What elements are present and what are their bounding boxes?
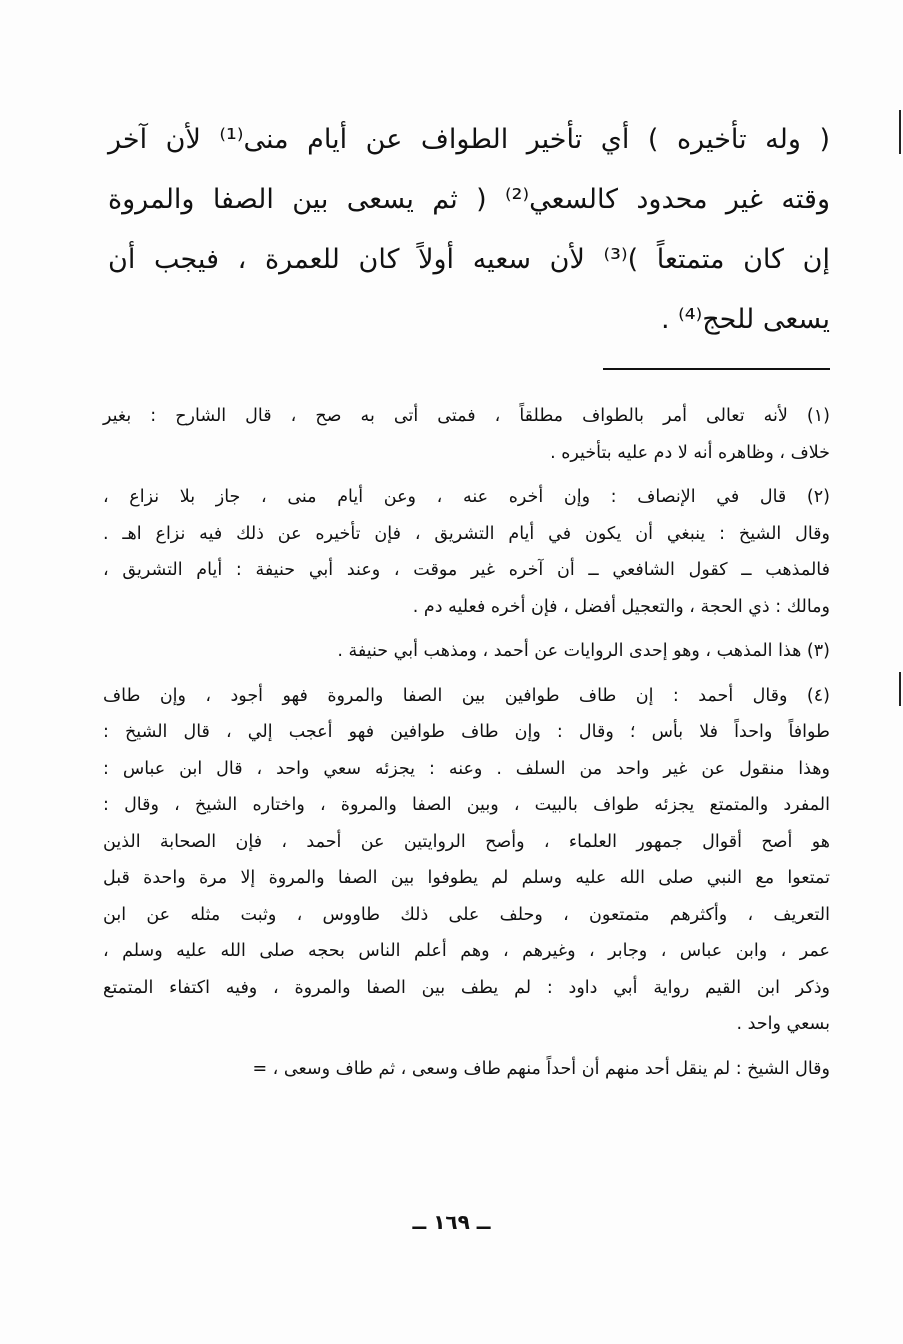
footnote-line: (٢) قال في الإنصاف : وإن أخره عنه ، وعن أيام منى ، جاز بلا نزاع ، [103, 487, 830, 507]
footnote-line: بسعي واحد . [736, 1014, 830, 1034]
scan-edge-mark [899, 110, 901, 154]
footnote-line: طوافاً واحداً فلا بأس ؛ وقال : وإن طاف طوافين فهو أعجب إلي ، قال الشيخ : [103, 722, 830, 742]
footnote-line: هو أصح أقوال جمهور العلماء ، وأصح الروايتين عن أحمد ، فإن الصحابة الذين [103, 831, 830, 852]
footnote-separator [603, 368, 830, 370]
footnote-line: وقال الشيخ : لم ينقل أحد منهم أن أحداً منهم طاف وسعى ، ثم طاف وسعى ، = [252, 1058, 830, 1079]
scan-edge-mark [899, 672, 901, 706]
footnote-line: التعريف ، وأكثرهم متمتعون ، وحلف على ذلك طاووس ، وثبت مثله عن ابن [103, 904, 830, 925]
footnote-line: (١) لأنه تعالى أمر بالطواف مطلقاً ، فمتى أتى به صح ، قال الشارح : بغير [103, 406, 830, 426]
footnote-line: تمتعوا مع النبي صلى الله عليه وسلم لم يطوفوا بين الصفا والمروة إلا مرة واحدة قبل [103, 868, 830, 888]
main-text-line: إن كان متمتعاً )⁽³⁾ لأن سعيه أولاً كان للعمرة ، فيجب أن [108, 244, 830, 275]
footnote-4 [103, 678, 830, 1043]
footnote-2 [103, 479, 830, 625]
footnote-continuation [103, 1051, 830, 1088]
footnote-line: فالمذهب ــ كقول الشافعي ــ أن آخره غير موقت ، وعند أبي حنيفة : أيام التشريق ، [103, 560, 830, 580]
main-text-line: وقته غير محدود كالسعي⁽²⁾ ( ثم يسعى بين الصفا والمروة [108, 184, 830, 215]
footnote-line: ومالك : ذي الحجة ، والتعجيل أفضل ، فإن أخره فعليه دم . [412, 596, 830, 617]
footnotes-section [103, 398, 830, 1095]
footnote-line: عمر ، وابن عباس ، وجابر ، وغيرهم ، وهم أعلم الناس بحجه صلى الله عليه وسلم ، [103, 941, 830, 961]
footnote-3 [103, 633, 830, 670]
footnote-1 [103, 398, 830, 471]
page-number: ــ ١٦٩ ــ [412, 1210, 491, 1234]
footnote-line: وهذا منقول عن غير واحد من السلف . وعنه : يجزئه سعي واحد ، قال ابن عباس : [103, 758, 830, 779]
footnote-line: وقال الشيخ : ينبغي أن يكون في أيام التشريق ، فإن تأخيره عن ذلك فيه نزاع اهـ . [103, 523, 830, 544]
main-text-block [108, 110, 830, 350]
footnote-line: خلاف ، وظاهره أنه لا دم عليه بتأخيره . [550, 442, 830, 463]
main-text-line: يسعى للحج⁽⁴⁾ . [661, 304, 830, 335]
footnote-line: وذكر ابن القيم رواية أبي داود : لم يطف بين الصفا والمروة ، وفيه اكتفاء المتمتع [103, 977, 830, 998]
footnote-line: المفرد والمتمتع يجزئه طواف بالبيت ، وبين الصفا والمروة ، واختاره الشيخ ، وقال : [103, 795, 830, 815]
footnote-line: (٤) وقال أحمد : إن طاف طوافين بين الصفا والمروة فهو أجود ، وإن طاف [103, 685, 830, 706]
main-text-line: ( وله تأخيره ) أي تأخير الطواف عن أيام منى⁽¹⁾ لأن آخر [108, 124, 830, 155]
footnote-line: (٣) هذا المذهب ، وهو إحدى الروايات عن أحمد ، ومذهب أبي حنيفة . [337, 641, 830, 661]
